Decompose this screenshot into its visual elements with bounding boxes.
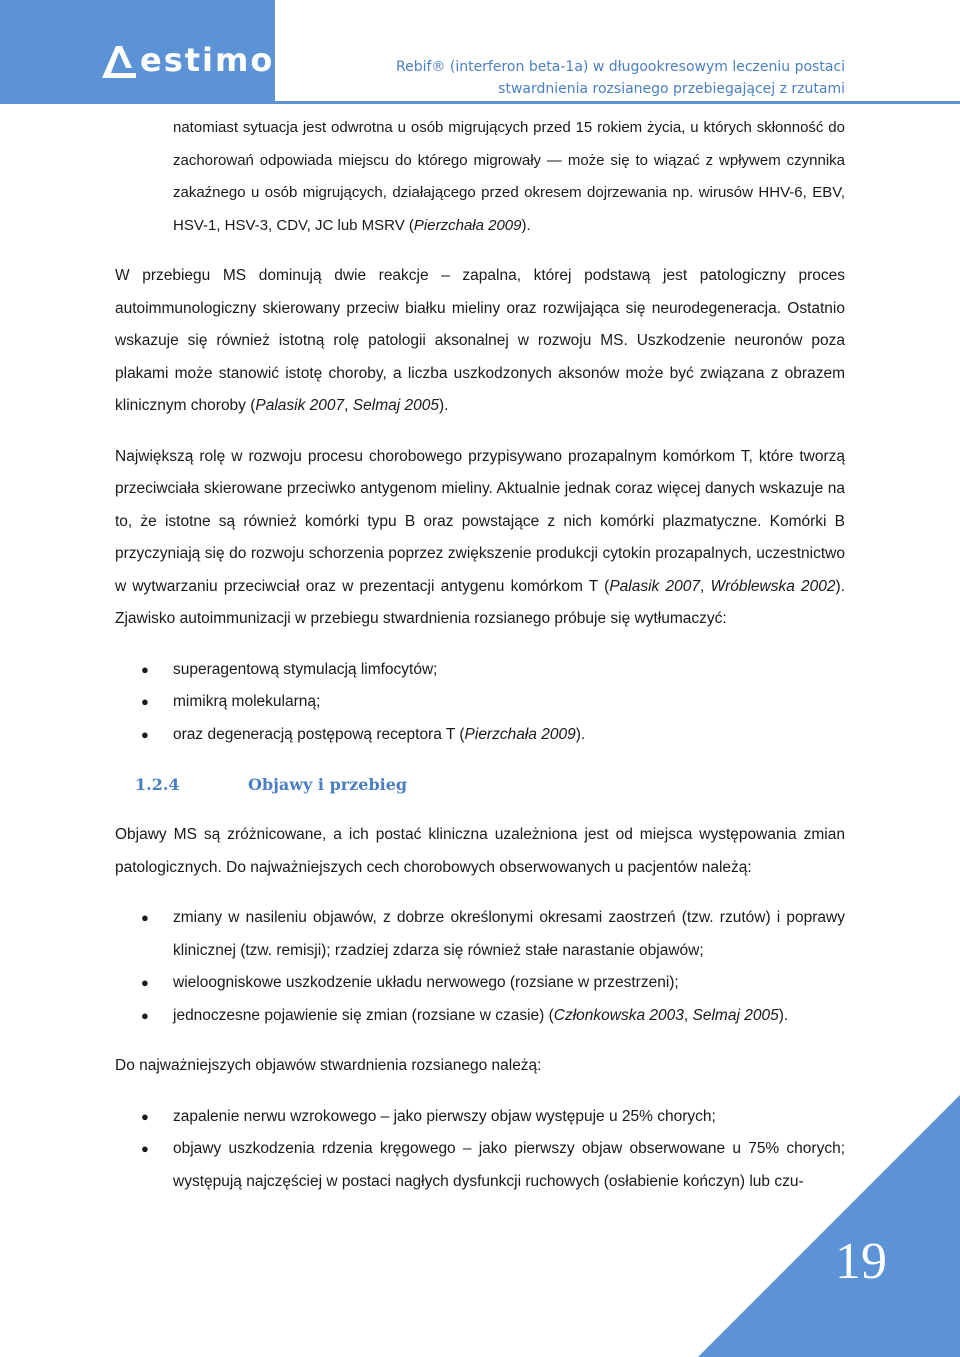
header-title-line1: Rebif® (interferon beta-1a) w długookresowym leczeniu postaci (395, 59, 845, 75)
citation: Selmaj 2005 (692, 1006, 779, 1024)
list-item: ● zmiany w nasileniu objawów, z dobrze określonymi okresami zaostrzeń (tzw. rzutów) i poprawy klinicznej (tzw. remisji); rzadziej zdarza się również stałe narastanie objawów; (115, 902, 845, 967)
bullet-icon: ● (141, 1141, 149, 1156)
paragraph-symptoms-list-intro: Do najważniejszych objawów stwardnienia rozsianego należą: (115, 1057, 542, 1074)
logo-text: estimo (140, 41, 275, 79)
list-item: ● oraz degeneracją postępową receptora T (Pierzchała 2009). (115, 719, 845, 752)
bullet-icon: ● (141, 1108, 149, 1124)
list-item: ● wieloogniskowe uszkodzenie układu nerwowego (rozsiane w przestrzeni); (115, 967, 845, 1000)
logo-mark-icon (98, 42, 138, 82)
citation: Palasik 2007 (255, 397, 345, 414)
bullet-icon: ● (141, 726, 149, 742)
citation: Wróblewska 2002 (710, 577, 836, 595)
citation: Członkowska 2003 (553, 1006, 684, 1024)
section-heading (115, 769, 845, 801)
list-item: ● jednoczesne pojawienie się zmian (rozsiane w czasie) (Członkowska 2003, Selmaj 2005). (115, 1000, 845, 1033)
page-number: 19 (835, 1233, 887, 1290)
paragraph-migration: natomiast sytuacja jest odwrotna u osób migrujących przed 15 rokiem życia, u których skłonność do zachorowań odpowiada miejscu do którego migrowały — może się to wiązać z wpływem czynnika zakaźnego u osób migrujących, działającego przed okresem dojrzewania np. wirusów HHV-6, EBV, HSV-1, HSV-3, CDV, JC lub MSRV (Pierzchała 2009). (173, 119, 845, 234)
bullet-icon: ● (141, 694, 149, 709)
citation: Palasik 2007 (609, 577, 700, 595)
header-title-line2: stwardnienia rozsianego przebiegającej z rzutami (498, 81, 845, 97)
header-rule (0, 101, 960, 104)
paragraph-symptoms-intro: Objawy MS są zróżnicowane, a ich postać kliniczna uzależniona jest od miejsca występowania zmian patologicznych. Do najważniejszych cech chorobowych obserwowanych u pacjentów należą: (115, 826, 845, 876)
disease-features-list (115, 902, 845, 1032)
estimo-logo (98, 40, 274, 84)
document-header-title (396, 56, 845, 100)
list-item: ● objawy uszkodzenia rdzenia kręgowego – jako pierwszy objaw obserwowane u 75% chorych; występują najczęściej w postaci nagłych dysfunkcji ruchowych (osłabienie kończyn) lub czu- (115, 1133, 845, 1198)
page-content (115, 112, 845, 1198)
bullet-icon: ● (141, 1007, 149, 1023)
list-item: ● mimikrą molekularną; (115, 686, 845, 719)
section-number: 1.2.4 (135, 775, 180, 794)
section-title: Objawy i przebieg (248, 775, 408, 794)
bullet-icon: ● (141, 661, 149, 677)
paragraph-reactions: W przebiegu MS dominują dwie reakcje – zapalna, której podstawą jest patologiczny proces autoimmunologiczny skierowany przeciw białku mieliny oraz rozwijająca się neurodegeneracja. Ostatnio wskazuje się również istotną rolę patologii aksonalnej w rozwoju MS. Uszkodzenie neuronów poza plakami może stanowić istotę choroby, a liczba uszkodzonych aksonów może być związana z obrazem klinicznym choroby (Palasik 2007, Selmaj 2005). (115, 267, 845, 414)
bullet-icon: ● (141, 975, 149, 990)
list-item: ● superagentową stymulacją limfocytów; (115, 654, 845, 687)
corner-triangle (698, 1095, 960, 1357)
citation: Selmaj 2005 (352, 397, 439, 414)
list-item: ● zapalenie nerwu wzrokowego – jako pierwszy objaw występuje u 25% chorych; (115, 1101, 845, 1134)
citation: Pierzchała 2009 (464, 725, 576, 743)
paragraph-t-cells: Największą rolę w rozwoju procesu chorobowego przypisywano prozapalnym komórkom T, które tworzą przeciwciała skierowane przeciwko antygenom mieliny. Aktualnie jednak coraz więcej danych wskazuje na to, że istotne są również komórki typu B oraz powstające z nich komórki plazmatyczne. Komórki B przyczyniają się do rozwoju schorzenia poprzez zwiększenie produkcji cytokin prozapalnych, uczestnictwo w wytwarzaniu przeciwciał oraz w prezentacji antygenu komórkom T (Palasik 2007, Wróblewska 2002). Zjawisko autoimmunizacji w przebiegu stwardnienia rozsianego próbuje się wytłumaczyć: (115, 447, 845, 627)
citation: Pierzchała 2009 (413, 216, 522, 234)
autoimmunization-list (115, 654, 845, 752)
bullet-icon: ● (141, 910, 149, 925)
